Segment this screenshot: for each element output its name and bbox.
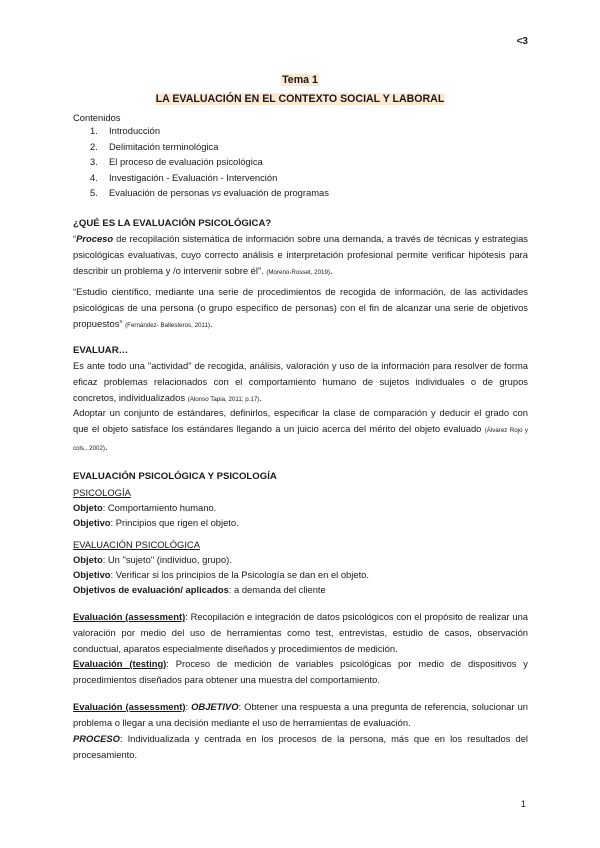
list-item: 1. Introducción bbox=[90, 125, 161, 136]
psico-objeto: Objeto: Comportamiento humano. bbox=[73, 502, 217, 513]
definition-paragraph-1: “Proceso de recopilación sistemática de información sobre una demanda, a través de técnicas y estrategias psicológicas evaluativas, cuyo correcto análisis e interpretación profesional permite verificar hipótesis para describir un problema y /o intervenir sobre él”. (Moreno-Rosset, 2019). bbox=[73, 233, 528, 276]
subheading-psicologia: PSICOLOGÍA bbox=[73, 487, 131, 498]
list-item: 2. Delimitación terminológica bbox=[90, 140, 219, 152]
evalpsico-objetivo: Objetivo: Verificar si los principios de la Psicología se dan en el objeto. bbox=[73, 569, 369, 580]
evaluar-paragraph-2: Adoptar un conjunto de estándares, definirlos, especificar la clase de comparación y deducir el grado con que el objeto satisface los estándares llegando a un juicio acerca del mérito del objeto evaluado (Álvarez Rojo y cols., 2002). bbox=[73, 407, 529, 452]
testing-definition: Evaluación (testing): Proceso de medición de variables psicológicas por medio de dispositivos y procedimientos diseñados para obtener una muestra del comportamiento. bbox=[73, 658, 528, 685]
subheading-evaluacion-psicologica: EVALUACIÓN PSICOLÓGICA bbox=[73, 539, 200, 550]
topic-number: Tema 1 bbox=[282, 74, 318, 86]
evaluar-paragraph-1: Es ante todo una "actividad" de recogida, análisis, valoración y uso de la información para resolver de forma eficaz problemas relacionados con el comportamiento humano de sujetos individuales o de grupos concretos, individualizados (Alonso Tapia, 2011; p.17). bbox=[73, 360, 528, 403]
page-title: LA EVALUACIÓN EN EL CONTEXTO SOCIAL Y LABORAL bbox=[155, 93, 445, 105]
list-item: 4. Investigación - Evaluación - Intervención bbox=[90, 171, 278, 183]
page-mark: <3 bbox=[516, 36, 528, 47]
contents-list bbox=[90, 123, 329, 201]
section-heading-que-es: ¿QUÉ ES LA EVALUACIÓN PSICOLÓGICA? bbox=[73, 218, 272, 229]
contents-heading: Contenidos bbox=[73, 112, 121, 123]
assessment-definition: Evaluación (assessment): Recopilación e integración de datos psicológicos con el propósito de realizar una valoración por medio del uso de herramientas como test, entrevistas, estudio de casos, observación conductual, aparatos especialmente diseñados y procedimientos de medición. bbox=[73, 611, 528, 654]
section-heading-eval-psico: EVALUACIÓN PSICOLÓGICA Y PSICOLOGÍA bbox=[73, 471, 277, 482]
section-heading-evaluar: EVALUAR… bbox=[73, 345, 129, 356]
evalpsico-objetivos-aplicados: Objetivos de evaluación/ aplicados: a demanda del cliente bbox=[73, 584, 326, 595]
assessment-objetivo: Evaluación (assessment): OBJETIVO: Obtener una respuesta a una pregunta de referencia, solucionar un problema o llegar a una decisión mediante el uso de herramientas de evaluación. bbox=[73, 701, 528, 728]
definition-paragraph-2: “Estudio científico, mediante una serie de procedimientos de recogida de información, de las actividades psicológicas de una persona (o grupo específico de personas) con el fin de alcanzar una serie de objetivos propuestos” (Fernández- Ballesteros, 2011). bbox=[73, 286, 528, 329]
evalpsico-objeto: Objeto: Un "sujeto" (individuo, grupo). bbox=[73, 554, 232, 565]
page-number: 1 bbox=[520, 798, 526, 809]
psico-objetivo: Objetivo: Principios que rigen el objeto. bbox=[73, 517, 239, 528]
list-item: 3. El proceso de evaluación psicológica bbox=[90, 156, 263, 168]
list-item: 5. Evaluación de personas vs evaluación de programas bbox=[90, 187, 329, 199]
assessment-proceso: PROCESO: Individualizada y centrada en los procesos de la persona, más que en los resultados del procesamiento. bbox=[73, 733, 528, 760]
